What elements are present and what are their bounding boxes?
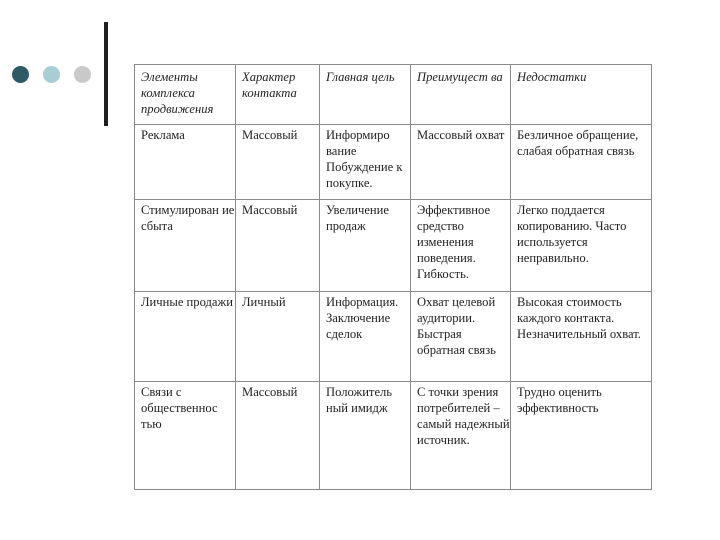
dot-gray: [74, 66, 91, 83]
table-cell: Высокая стоимость каждого контакта. Незначительный охват.: [511, 292, 652, 382]
table-cell: Связи с общественнос тью: [135, 382, 236, 490]
table-header-row: [135, 65, 652, 125]
promotion-mix-table: [134, 64, 652, 490]
header-cell: Преимущест ва: [411, 65, 511, 125]
table-cell: Трудно оценить эффективность: [511, 382, 652, 490]
table-cell: Массовый: [236, 125, 320, 200]
dot-dark: [12, 66, 29, 83]
table-cell: Положитель ный имидж: [320, 382, 411, 490]
header-cell: Недостатки: [511, 65, 652, 125]
table-cell: Эффективное средство изменения поведения. Гибкость.: [411, 200, 511, 292]
header-cell: Элементы комплекса продвижения: [135, 65, 236, 125]
table-cell: Информиро вание Побуждение к покупке.: [320, 125, 411, 200]
table-cell: Личный: [236, 292, 320, 382]
dot-light-blue: [43, 66, 60, 83]
table-cell: Безличное обращение, слабая обратная связь: [511, 125, 652, 200]
table-row: [135, 200, 652, 292]
table-cell: Информация. Заключение сделок: [320, 292, 411, 382]
table-cell: Легко поддается копированию. Часто используется неправильно.: [511, 200, 652, 292]
header-cell: Характер контакта: [236, 65, 320, 125]
table-cell: Реклама: [135, 125, 236, 200]
table-row: [135, 125, 652, 200]
table-cell: Массовый: [236, 200, 320, 292]
table-row: [135, 292, 652, 382]
header-cell: Главная цель: [320, 65, 411, 125]
table-cell: Стимулирован ие сбыта: [135, 200, 236, 292]
table-cell: С точки зрения потребителей – самый надежный источник.: [411, 382, 511, 490]
table-cell: Увеличение продаж: [320, 200, 411, 292]
table-cell: Массовый охват: [411, 125, 511, 200]
table-cell: Массовый: [236, 382, 320, 490]
table-cell: Охват целевой аудитории. Быстрая обратная связь: [411, 292, 511, 382]
decorative-dots: [12, 66, 92, 84]
vertical-divider-bar: [104, 22, 108, 126]
table-cell: Личные продажи: [135, 292, 236, 382]
table-row: [135, 382, 652, 490]
